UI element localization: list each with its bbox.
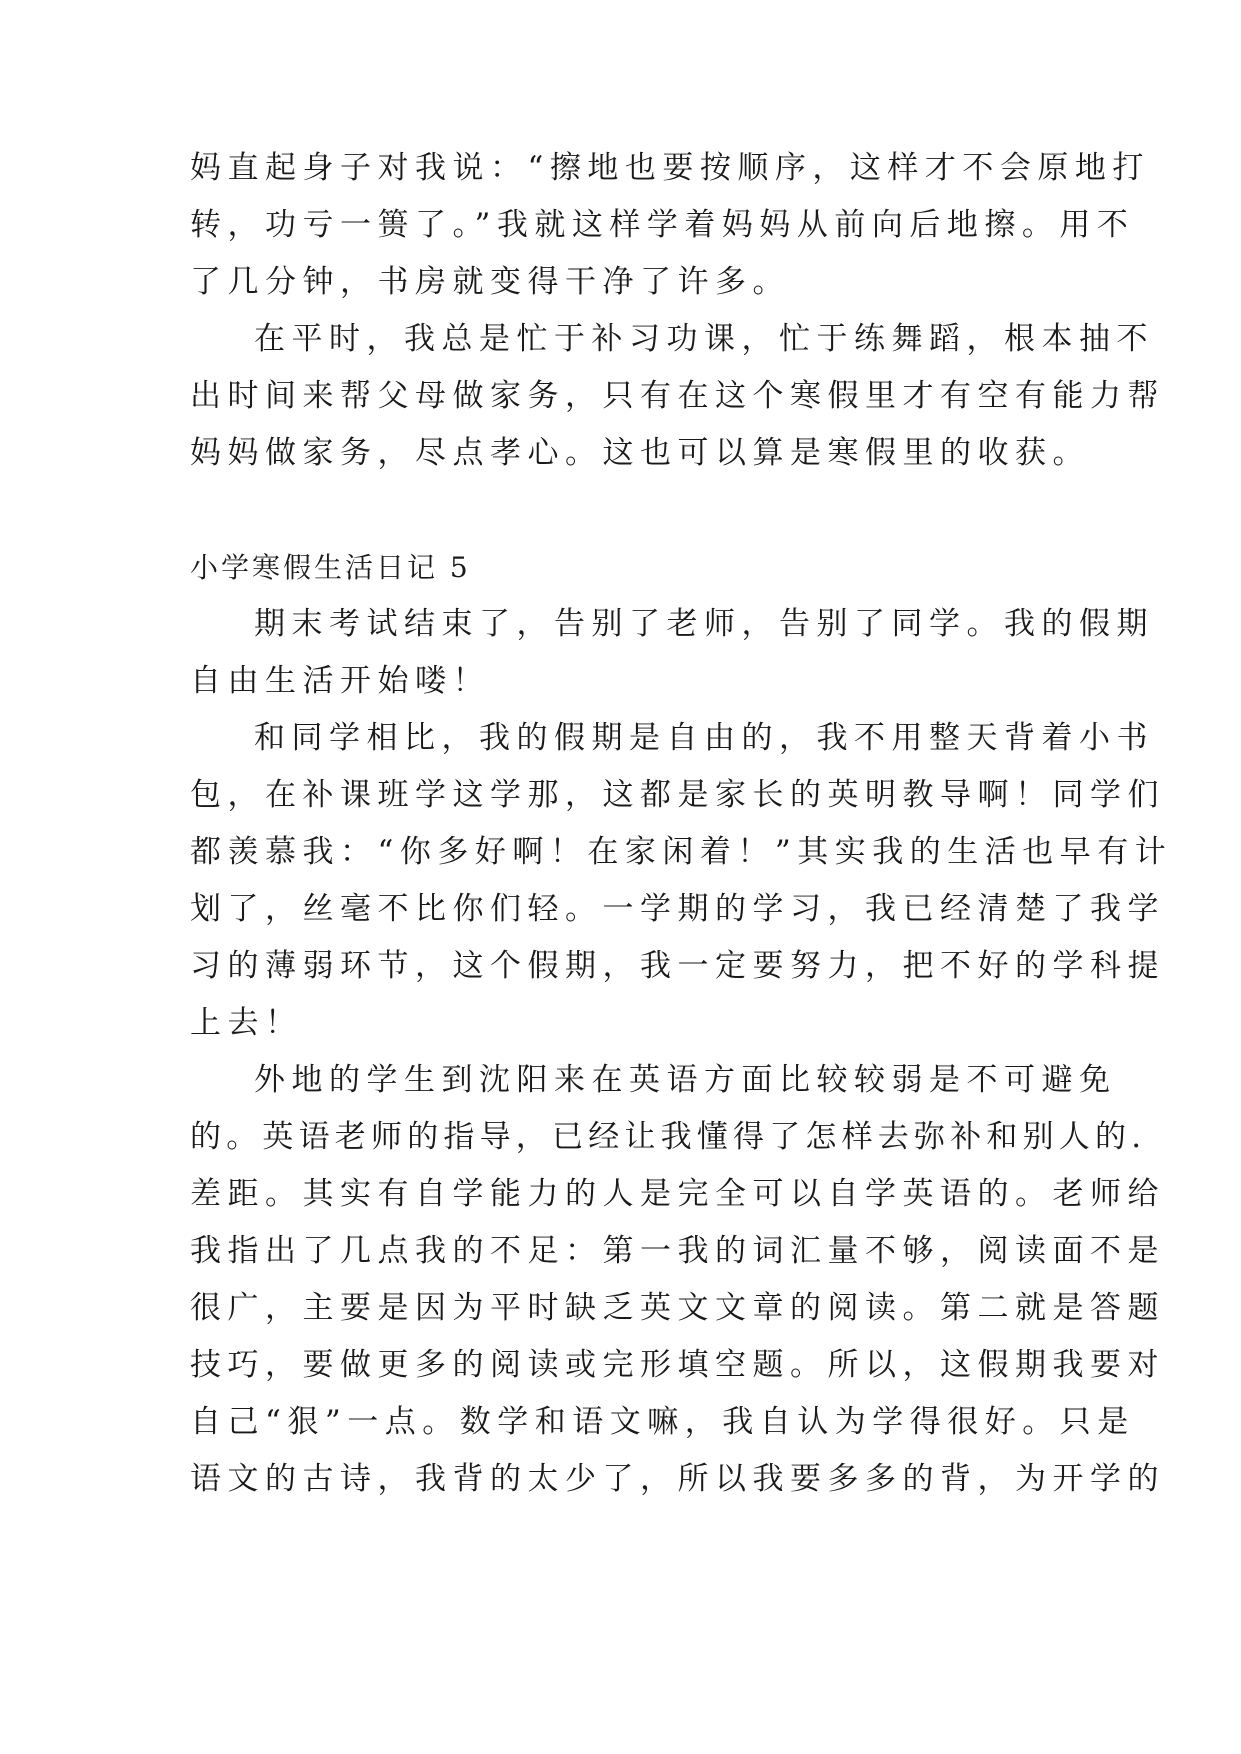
text-line: 出时间来帮父母做家务，只有在这个寒假里才有空有能力帮 xyxy=(190,378,1165,414)
text-line: 语文的古诗，我背的太少了，所以我要多多的背，为开学的 xyxy=(190,1461,1165,1497)
text-line: 技巧，要做更多的阅读或完形填空题。所以，这假期我要对 xyxy=(190,1347,1165,1383)
paragraph xyxy=(190,140,1150,311)
text-line: 包，在补课班学这学那，这都是家长的英明教导啊！同学们 xyxy=(190,777,1165,813)
paragraph xyxy=(190,311,1165,482)
text-line: 上去！ xyxy=(190,1005,303,1041)
text-line: 差距。其实有自学能力的人是完全可以自学英语的。老师给 xyxy=(190,1176,1165,1212)
text-line: 习的薄弱环节，这个假期，我一定要努力，把不好的学科提 xyxy=(190,948,1165,984)
text-line: 期末考试结束了，告别了老师，告别了同学。我的假期 xyxy=(254,606,1154,642)
paragraph xyxy=(190,596,1154,710)
text-line: 在平时，我总是忙于补习功课，忙于练舞蹈，根本抽不 xyxy=(254,321,1154,357)
text-line: 妈直起身子对我说：“擦地也要按顺序，这样才不会原地打 xyxy=(190,150,1150,186)
text-line: 妈妈做家务，尽点孝心。这也可以算是寒假里的收获。 xyxy=(190,435,1090,471)
text-line: 转，功亏一篑了。”我就这样学着妈妈从前向后地擦。用不 xyxy=(190,207,1135,243)
paragraph xyxy=(190,710,1173,1052)
text-line: 外地的学生到沈阳来在英语方面比较较弱是不可避免 xyxy=(254,1062,1117,1098)
document-page xyxy=(190,140,1173,1508)
blank-line xyxy=(190,482,1050,539)
text-line: 划了，丝毫不比你们轻。一学期的学习，我已经清楚了我学 xyxy=(190,891,1165,927)
text-line: 我指出了几点我的不足：第一我的词汇量不够，阅读面不是 xyxy=(190,1233,1165,1269)
text-line: 了几分钟，书房就变得干净了许多。 xyxy=(190,264,790,300)
text-line: 自己“狠”一点。数学和语文嘛，我自认为学得很好。只是 xyxy=(190,1404,1135,1440)
text-line: 的。英语老师的指导，已经让我懂得了怎样去弥补和别人的. xyxy=(190,1119,1147,1155)
text-line: 都羡慕我：“你多好啊！在家闲着！”其实我的生活也早有计 xyxy=(190,834,1173,870)
text-line: 自由生活开始喽！ xyxy=(190,663,490,699)
section-title: 小学寒假生活日记 5 xyxy=(190,551,471,584)
text-line: 很广，主要是因为平时缺乏英文文章的阅读。第二就是答题 xyxy=(190,1290,1165,1326)
text-line: 和同学相比，我的假期是自由的，我不用整天背着小书 xyxy=(254,720,1154,756)
paragraph xyxy=(190,1052,1165,1508)
